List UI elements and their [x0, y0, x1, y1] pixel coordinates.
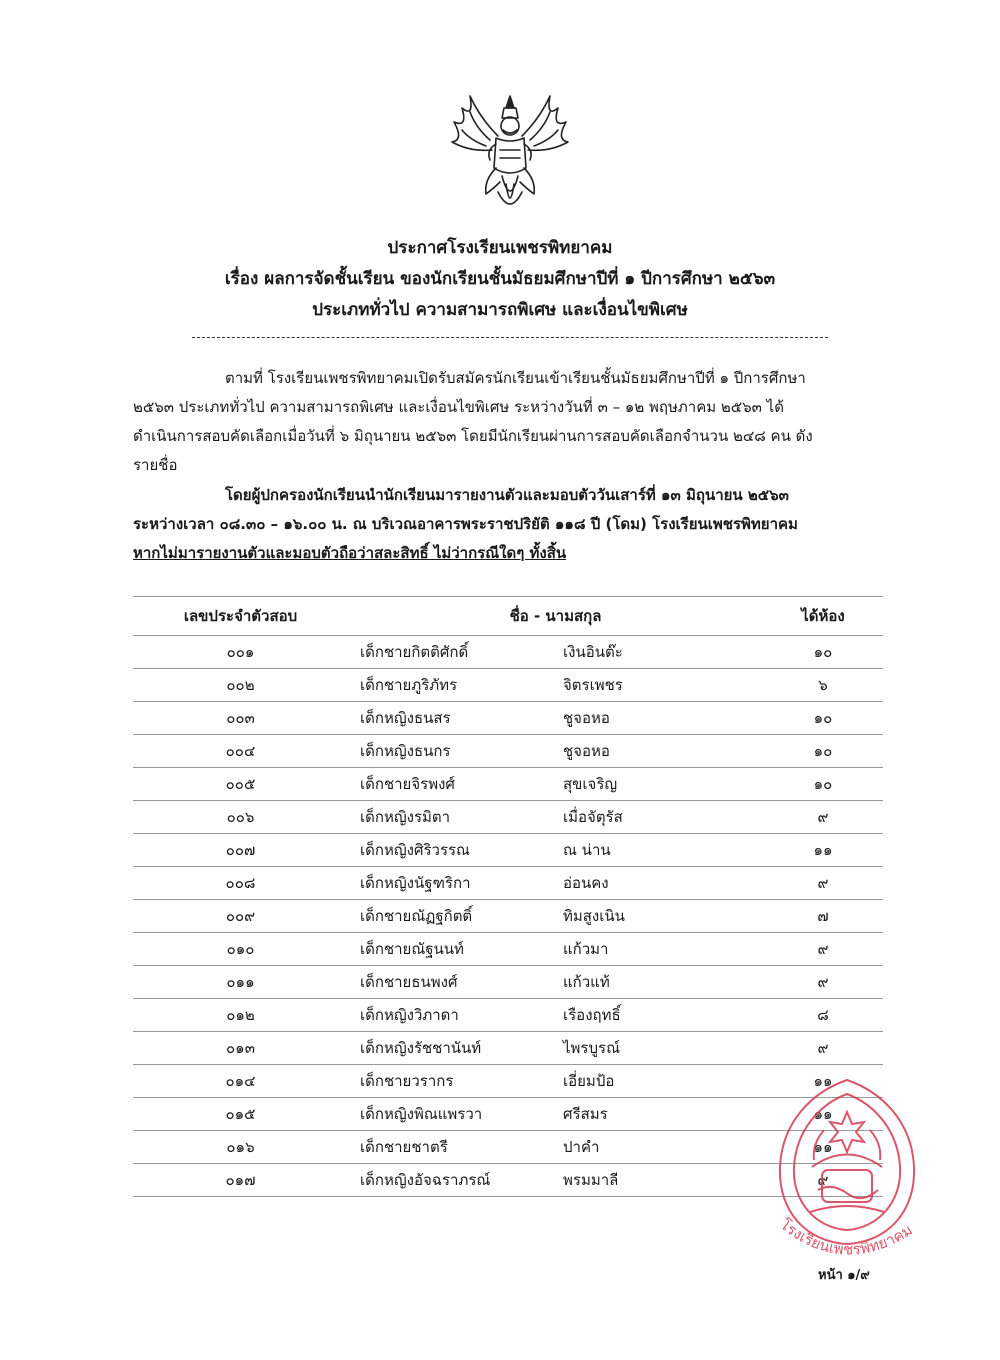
room-cell: ๑๐ — [813, 742, 833, 760]
room-cell: ๙ — [817, 973, 829, 991]
header-full-name: ชื่อ - นามสกุล — [509, 607, 602, 625]
reporting-paragraph — [133, 481, 888, 568]
room-cell: ๑๑ — [813, 1138, 833, 1156]
name-cell: เด็กชายธนพงศ์ — [360, 973, 458, 991]
surname-cell: แก้วแท้ — [563, 973, 610, 991]
exam-id-cell: ๐๑๖ — [226, 1138, 255, 1156]
exam-id-cell: ๐๑๑ — [226, 973, 255, 991]
name-cell: เด็กหญิงวิภาดา — [360, 1006, 459, 1024]
exam-id-cell: ๐๐๓ — [226, 709, 255, 727]
exam-id-cell: ๐๑๓ — [226, 1039, 255, 1057]
surname-cell: ณ น่าน — [563, 841, 611, 859]
room-cell: ๙ — [817, 874, 829, 892]
exam-id-cell: ๐๐๙ — [225, 907, 256, 925]
table-row — [133, 999, 883, 1032]
exam-id-cell: ๐๑๔ — [225, 1072, 256, 1090]
page-number: หน้า ๑/๙ — [818, 1268, 870, 1283]
name-cell: เด็กหญิงรัชชานันท์ — [360, 1039, 482, 1057]
intro-paragraph — [133, 364, 888, 480]
exam-id-cell: ๐๑๐ — [226, 940, 255, 958]
header-exam-id: เลขประจำตัวสอบ — [183, 607, 298, 625]
name-cell: เด็กชายณัฏฐกิตติ์ — [360, 907, 473, 925]
name-cell: เด็กชายกิตติศักดิ์ — [360, 643, 469, 661]
surname-cell: ไพรบูรณ์ — [563, 1039, 620, 1057]
name-cell: เด็กชายวรากร — [360, 1072, 454, 1090]
name-cell: เด็กชายณัฐนนท์ — [360, 940, 464, 958]
table-row — [133, 834, 883, 867]
exam-id-cell: ๐๑๗ — [225, 1171, 256, 1189]
reporting-line-2: ระหว่างเวลา ๐๘.๓๐ – ๑๖.๐๐ น. ณ บริเวณอาคารพระราชปริยัติ ๑๑๘ ปี (โดม) โรงเรียนเพชรพิทยาคม — [133, 515, 798, 533]
exam-id-cell: ๐๐๖ — [226, 808, 255, 826]
surname-cell: ชูจอหอ — [563, 742, 610, 760]
room-cell: ๑๑ — [813, 841, 833, 859]
surname-cell: เมื่อจัตุรัส — [563, 808, 623, 826]
name-cell: เด็กหญิงอัจฉราภรณ์ — [360, 1171, 491, 1189]
surname-cell: ปาคำ — [563, 1138, 600, 1156]
surname-cell: อ่อนคง — [563, 874, 609, 892]
name-cell: เด็กหญิงนัฐฑริกา — [360, 874, 471, 892]
room-cell: ๑๐ — [813, 775, 833, 793]
room-cell: ๗ — [817, 907, 829, 925]
stamp-text: โรงเรียนเพชรพิทยาคม — [776, 1215, 916, 1259]
garuda-emblem-icon — [440, 88, 580, 218]
room-cell: ๑๐ — [813, 643, 833, 661]
table-row — [133, 966, 883, 999]
room-cell: ๑๐ — [813, 709, 833, 727]
name-cell: เด็กชายภูริภัทร — [360, 676, 458, 694]
room-cell: ๙ — [817, 1039, 829, 1057]
room-cell: ๑๑ — [813, 1072, 833, 1090]
heading-line-1: ประกาศโรงเรียนเพชรพิทยาคม — [387, 238, 613, 258]
room-cell: ๘ — [817, 1006, 829, 1024]
surname-cell: ทิมสูงเนิน — [563, 907, 625, 925]
surname-cell: ชูจอหอ — [563, 709, 610, 727]
reporting-line-1: โดยผู้ปกครองนักเรียนนำนักเรียนมารายงานตัวและมอบตัววันเสาร์ที่ ๑๓ มิถุนายน ๒๕๖๓ — [225, 486, 789, 504]
intro-line-3: ดำเนินการสอบคัดเลือกเมื่อวันที่ ๖ มิถุนายน ๒๕๖๓ โดยมีนักเรียนผ่านการสอบคัดเลือกจำนวน ๒๔๘ คน ดัง — [133, 427, 813, 445]
surname-cell: เอี่ยมป้อ — [563, 1072, 615, 1090]
forfeit-notice: หากไม่มารายงานตัวและมอบตัวถือว่าสละสิทธิ์ ไม่ว่ากรณีใดๆ ทั้งสิ้น — [133, 544, 567, 562]
exam-id-cell: ๐๐๗ — [225, 841, 256, 859]
table-row — [133, 900, 883, 933]
dashed-divider — [192, 337, 828, 338]
room-cell: ๙ — [817, 1171, 829, 1189]
name-cell: เด็กหญิงศิริวรรณ — [360, 841, 470, 859]
exam-id-cell: ๐๐๕ — [225, 775, 256, 793]
room-cell: ๖ — [818, 676, 828, 694]
intro-line-2: ๒๕๖๓ ประเภททั่วไป ความสามารถพิเศษ และเงื่อนไขพิเศษ ระหว่างวันที่ ๓ – ๑๒ พฤษภาคม ๒๕๖๓ ได้ — [133, 398, 784, 416]
school-seal-icon — [752, 1072, 942, 1272]
room-cell: ๙ — [817, 940, 829, 958]
table-row — [133, 933, 883, 966]
name-cell: เด็กหญิงพิณแพรวา — [360, 1105, 483, 1123]
name-cell: เด็กชายจิรพงศ์ — [360, 775, 455, 793]
exam-id-cell: ๐๑๒ — [226, 1006, 255, 1024]
table-header — [133, 597, 883, 635]
surname-cell: สุขเจริญ — [563, 775, 618, 793]
surname-cell: เรืองฤทธิ์ — [563, 1006, 621, 1024]
name-cell: เด็กหญิงธนกร — [360, 742, 451, 760]
exam-id-cell: ๐๑๕ — [225, 1105, 256, 1123]
table-row — [133, 867, 883, 900]
surname-cell: พรมมาลี — [563, 1171, 619, 1189]
exam-id-cell: ๐๐๘ — [225, 874, 256, 892]
room-cell: ๑๑ — [813, 1105, 833, 1123]
intro-line-1: ตามที่ โรงเรียนเพชรพิทยาคมเปิดรับสมัครนักเรียนเข้าเรียนชั้นมัธยมศึกษาปีที่ ๑ ปีการศึกษา — [225, 369, 806, 387]
surname-cell: เงินอินต๊ะ — [563, 643, 623, 661]
table-row — [133, 1032, 883, 1065]
surname-cell: ศรีสมร — [563, 1105, 608, 1123]
surname-cell: จิตรเพชร — [563, 676, 623, 694]
table-row — [133, 768, 883, 801]
name-cell: เด็กหญิงรมิตา — [360, 808, 451, 826]
table-row — [133, 702, 883, 735]
exam-id-cell: ๐๐๒ — [226, 676, 255, 694]
header-room: ได้ห้อง — [801, 607, 845, 625]
surname-cell: แก้วมา — [563, 940, 609, 958]
intro-line-4: รายชื่อ — [133, 456, 178, 474]
heading-line-3: ประเภททั่วไป ความสามารถพิเศษ และเงื่อนไขพิเศษ — [312, 300, 688, 320]
name-cell: เด็กหญิงธนสร — [360, 709, 451, 727]
table-row — [133, 801, 883, 834]
name-cell: เด็กชายชาตรี — [360, 1138, 448, 1156]
table-row — [133, 669, 883, 702]
heading-line-2: เรื่อง ผลการจัดชั้นเรียน ของนักเรียนชั้นมัธยมศึกษาปีที่ ๑ ปีการศึกษา ๒๕๖๓ — [224, 269, 776, 289]
exam-id-cell: ๐๐๔ — [225, 742, 256, 760]
room-cell: ๙ — [817, 808, 829, 826]
exam-id-cell: ๐๐๑ — [226, 643, 255, 661]
announcement-heading — [0, 233, 1000, 326]
table-row — [133, 735, 883, 768]
table-row — [133, 636, 883, 669]
